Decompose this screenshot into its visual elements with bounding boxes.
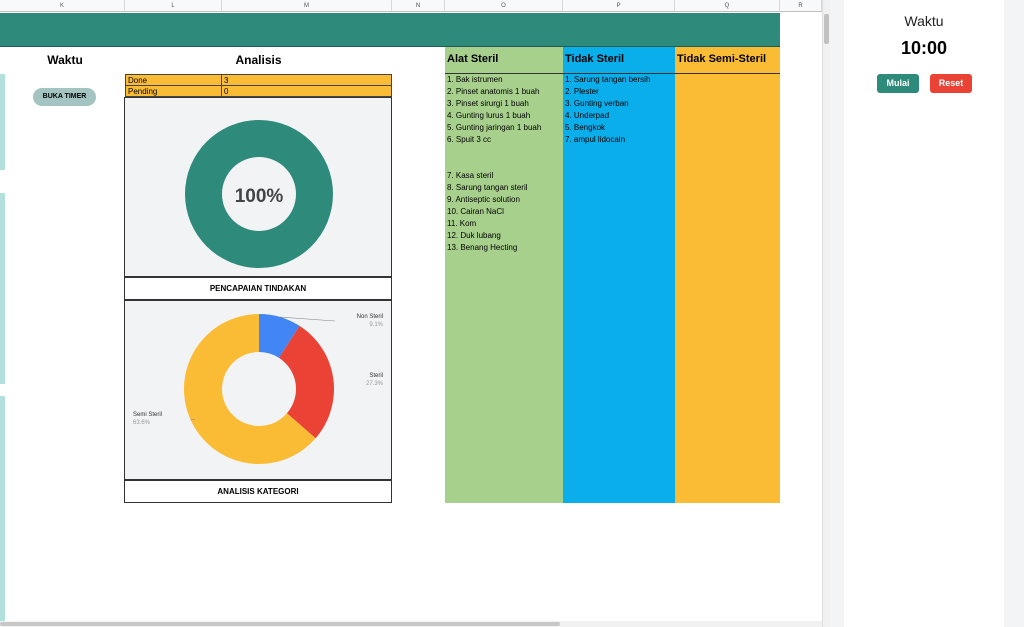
open-timer-button[interactable]: BUKA TIMER	[33, 88, 96, 106]
stat-label-done[interactable]: Done	[125, 74, 222, 86]
list-item[interactable]: 10. Cairan NaCl	[447, 207, 504, 216]
category-chart-panel[interactable]	[124, 300, 392, 480]
pie-label-name: Semi Steril	[133, 412, 163, 418]
pie-label-percent: 63.6%	[133, 420, 151, 426]
stat-label-pending[interactable]: Pending	[125, 85, 222, 97]
left-strip	[0, 396, 5, 622]
list-item[interactable]: 5. Gunting jaringan 1 buah	[447, 123, 542, 132]
left-strip	[0, 74, 5, 170]
timer-display: 10:00	[900, 38, 948, 58]
list-item[interactable]: 11. Kom	[447, 219, 477, 228]
list-item[interactable]: 3. Pinset sirurgi 1 buah	[447, 99, 529, 108]
list-item[interactable]: 2. Pinset anatomis 1 buah	[447, 87, 540, 96]
pie-label-percent: 9.1%	[369, 322, 383, 328]
stat-value-done[interactable]: 3	[221, 74, 392, 86]
list-item[interactable]: 1. Bak istrumen	[447, 75, 503, 84]
side-panel-edge	[1004, 0, 1024, 627]
achievement-donut-chart	[125, 98, 391, 276]
analysis-heading: Analisis	[235, 53, 282, 67]
achievement-caption: PENCAPAIAN TINDAKAN	[124, 277, 392, 300]
category-donut-chart	[125, 301, 391, 479]
list-item[interactable]: 4. Gunting lurus 1 buah	[447, 111, 531, 120]
vertical-scrollbar[interactable]	[822, 0, 830, 627]
sterile-tools-heading: Alat Steril	[447, 53, 499, 65]
reset-button[interactable]: Reset	[930, 74, 972, 93]
list-item[interactable]: 8. Sarung tangan steril	[447, 183, 528, 192]
side-panel-gutter	[830, 0, 844, 627]
pie-label-percent: 27.3%	[365, 381, 383, 387]
stat-value-pending[interactable]: 0	[221, 85, 392, 97]
column-header-m[interactable]: M	[222, 0, 392, 12]
sterile-tools-list	[445, 73, 563, 254]
column-header-k[interactable]: K	[0, 0, 125, 12]
list-item[interactable]: 12. Duk lubang	[447, 231, 501, 240]
list-item[interactable]: 2. Plester	[565, 87, 599, 96]
pie-label-name: Non Steril	[356, 314, 383, 320]
column-header-n[interactable]: N	[392, 0, 445, 12]
list-item[interactable]: 9. Antiseptic solution	[447, 195, 520, 204]
list-item[interactable]: 7. ampul lidocain	[565, 135, 626, 144]
column-header-q[interactable]: Q	[675, 0, 780, 12]
achievement-chart-panel[interactable]	[124, 97, 392, 277]
column-header-l[interactable]: L	[125, 0, 222, 12]
waktu-heading: Waktu	[47, 53, 83, 67]
scrollbar-thumb[interactable]	[824, 14, 829, 44]
timer-side-panel	[844, 0, 1004, 627]
list-item[interactable]: 13. Benang Hecting	[447, 243, 518, 252]
column-header-p[interactable]: P	[563, 0, 675, 12]
pie-label-name: Steril	[369, 373, 383, 379]
non-semi-sterile-heading: Tidak Semi-Steril	[677, 53, 767, 65]
header-banner	[0, 13, 780, 47]
list-item[interactable]: 5. Bengkok	[565, 123, 606, 132]
column-header-o[interactable]: O	[445, 0, 563, 12]
list-item[interactable]: 7. Kasa steril	[447, 171, 494, 180]
column-header-r[interactable]: R	[780, 0, 822, 12]
donut-center-label: 100%	[234, 186, 284, 207]
non-sterile-heading: Tidak Steril	[565, 53, 625, 65]
list-item[interactable]: 1. Sarung tangan bersih	[565, 75, 651, 84]
list-item[interactable]: 3. Gunting verban	[565, 99, 629, 108]
timer-title: Waktu	[904, 13, 944, 29]
list-item[interactable]: 6. Spuit 3 cc	[447, 135, 492, 144]
non-semi-sterile-divider	[675, 73, 780, 74]
category-caption: ANALISIS KATEGORI	[124, 480, 392, 503]
non-semi-sterile-column	[675, 47, 780, 503]
list-item[interactable]	[445, 158, 563, 170]
horizontal-scrollbar-thumb[interactable]	[0, 622, 560, 626]
list-item[interactable]: 4. Underpad	[565, 111, 610, 120]
left-strip	[0, 193, 5, 384]
non-sterile-list	[563, 73, 675, 146]
horizontal-scrollbar[interactable]	[0, 621, 822, 627]
start-button[interactable]: Mulai	[877, 74, 919, 93]
list-item[interactable]	[445, 146, 563, 158]
